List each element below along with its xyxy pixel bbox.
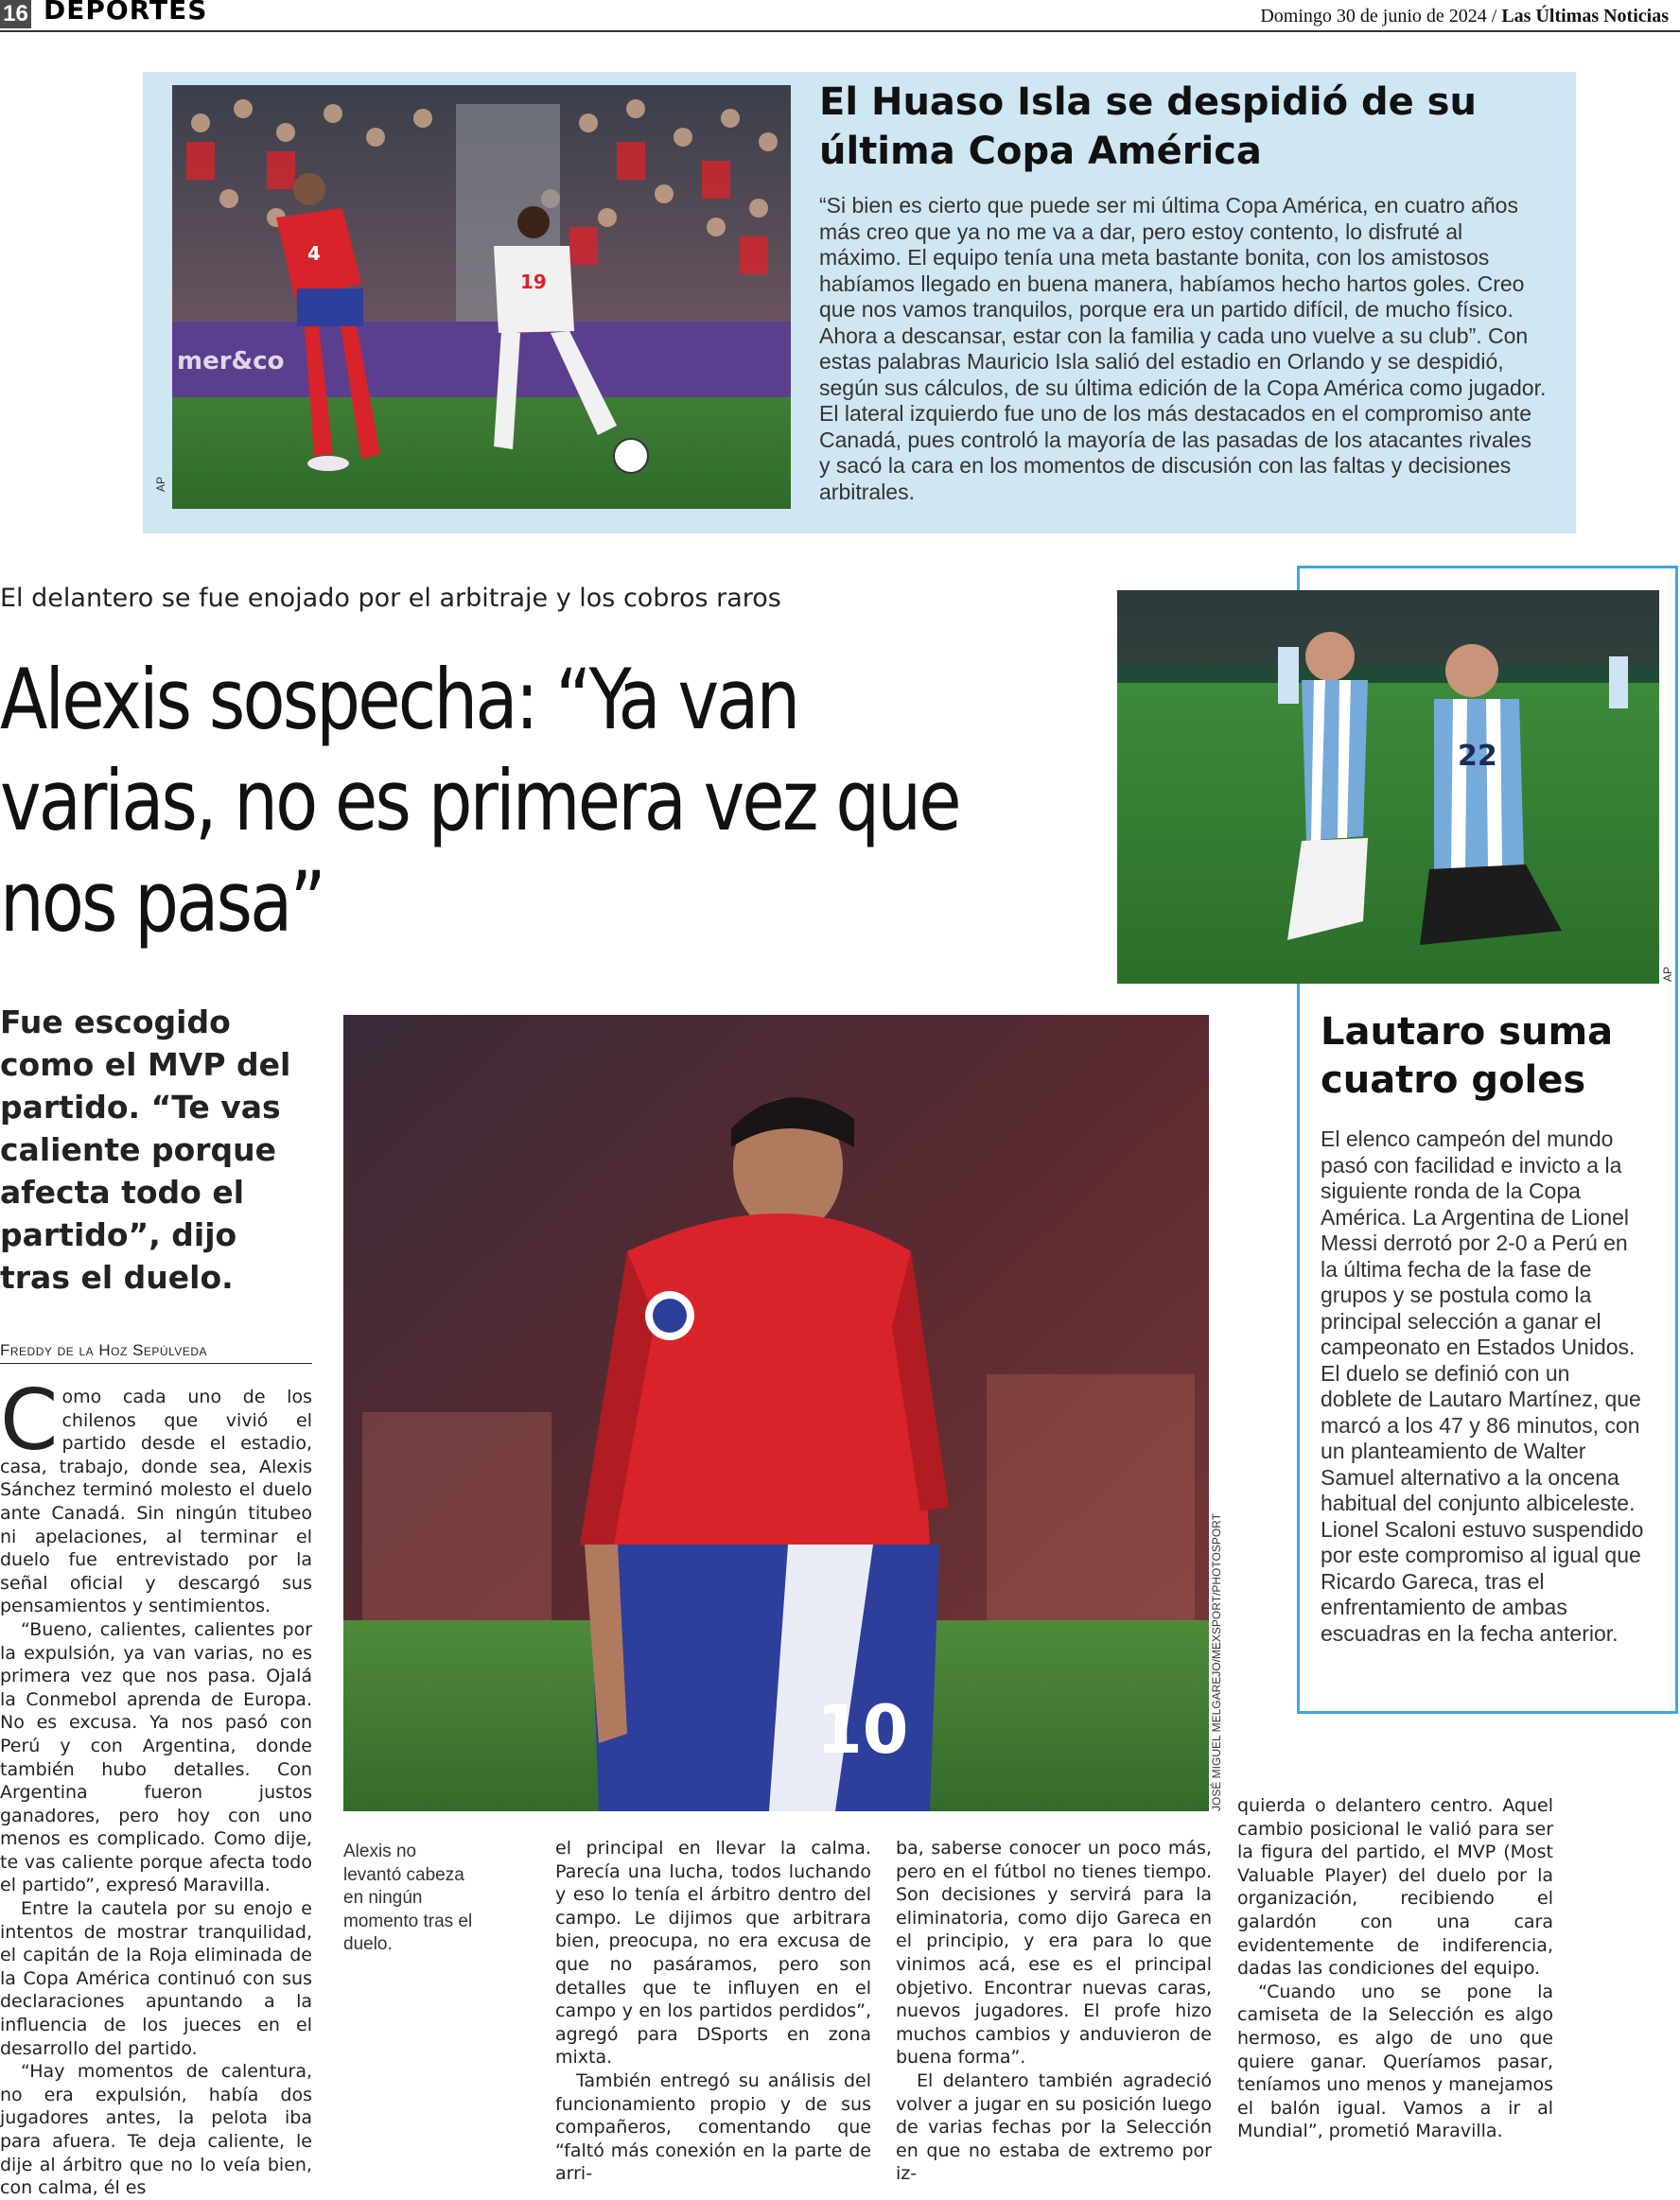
isla-body: “Si bien es cierto que puede ser mi última Copa América, en cuatro años más creo que ya no me va a dar, pero estoy contento, lo disfruté al máximo. El equipo tenía una meta bastante bonita, con los amistosos habíamos llegado en buena manera, habíamos hecho hartos goles. Creo que nos vamos tranquilos, porque era un partido difícil, de mucho físico. Ahora a descansar, estar con la familia y cada uno vuelve a su club”. Con estas palabras Mauricio Isla salió del estadio en Orlando y se despidió, según sus cálculos, de su última edición de la Copa América como jugador. El lateral izquierdo fue uno de los más destacados en el compromiso ante Canadá, pues controló la mayoría de las pasadas de los atacantes rivales y sacó la cara en los momentos de discusión con las faltas y decisiones arbitrales. xyxy=(819,193,1547,504)
header-rule xyxy=(0,30,1680,32)
dateline xyxy=(1260,6,1669,27)
article-paragraph: “Hay momentos de calentura, no era expulsión, había dos jugadores antes, la pelota iba para afuera. Te deja caliente, le dije al árbitro que no lo veía bien, con calma, él es xyxy=(0,2061,312,2199)
isla-photo xyxy=(172,85,791,509)
article-paragraph: “Cuando uno se pone la camiseta de la Selección es algo hermoso, es algo de uno que quiere ganar. Queríamos pasar, teníamos uno menos y manejamos el balón igual. Vamos a ir al Mundial”, prometió Maravilla. xyxy=(1237,1981,1553,2142)
section-name: DEPORTES xyxy=(44,0,208,26)
article-kicker: El delantero se fue enojado por el arbitraje y los cobros raros xyxy=(0,584,781,613)
alexis-jersey-number: 10 xyxy=(816,1691,909,1769)
isla-photo-jersey-chile: 4 xyxy=(307,242,321,265)
article-paragraph: El delantero también agradeció volver a jugar en su posición luego de varias fechas por la Selección en que no estaba de extremo por iz- xyxy=(896,2069,1212,2185)
article-byline: Freddy de la Hoz Sepúlveda xyxy=(0,1341,312,1364)
article-headline: Alexis sospecha: “Ya van varias, no es primera vez que nos pasa” xyxy=(0,651,959,951)
article-paragraph: quierda o delantero centro. Aquel cambio posicional le valió para ser la figura del partido, el MVP (Most Valuable Player) del duelo por la organización, recibiendo el galardón con una cara evidentemente de indiferencia, dadas las condiciones del equipo. xyxy=(1237,1795,1553,1980)
article-column-3 xyxy=(896,1837,1212,2186)
lautaro-title: Lautaro suma cuatro goles xyxy=(1321,1010,1614,1102)
isla-photo-jersey-canada: 19 xyxy=(520,271,547,293)
article-column-2 xyxy=(555,1837,871,2186)
lautaro-photo-credit: AP xyxy=(1661,966,1674,982)
isla-title: El Huaso Isla se despidió de su última Copa América xyxy=(819,80,1477,173)
alexis-photo xyxy=(343,1015,1209,1811)
article-paragraph: ba, saberse conocer un poco más, pero en el fútbol no tienes tiempo. Son decisiones y servirá para la eliminatoria, como dijo Gareca en el principio, y era para lo que vinimos acá, ese es el principal objetivo. Encontrar nuevas caras, nuevos jugadores. El profe hizo muchos cambios y anduvieron de buena forma”. xyxy=(896,1838,1212,2069)
article-column-1 xyxy=(0,1371,312,2200)
article-paragraph: Entre la cautela por su enojo e intentos de mostrar tranquilidad, el capitán de la Roja eliminada de la Copa América continuó con sus declaraciones apuntando a la influencia de los jueces en el desarrollo del partido. xyxy=(0,1898,312,2059)
issue-date: Domingo 30 de junio de 2024 / xyxy=(1260,6,1502,26)
article-column-4 xyxy=(1237,1794,1553,2143)
article-paragraph: el principal en llevar la calma. Parecía una lucha, todos luchando y eso lo tenía el árbitro dentro del campo. Le dijimos que arbitrara bien, preocupa, no era excusa de que no pasáramos, pero son detalles que te influyen en el campo y en los partidos perdidos”, agregó para DSports en zona mixta. xyxy=(555,1838,871,2069)
article-paragraph: Como cada uno de los chilenos que vivió el partido desde el estadio, casa, trabajo, donde sea, Alexis Sánchez terminó molesto el duelo ante Canadá. Sin ningún titubeo ni apelaciones, al terminar el duelo fue entrevistado por la señal oficial y descargó sus pensamientos y sentimientos. xyxy=(0,1371,312,1617)
alexis-photo-credit: JOSÉ MIGUEL MELGAREJO/MEXSPORT/PHOTOSPORT xyxy=(1210,1513,1223,1811)
isla-photo-credit: AP xyxy=(154,476,167,492)
article-paragraph: “Bueno, calientes, calientes por la expulsión, ya van varias, no es primera vez que nos pasa. Ojalá la Conmebol aprenda de Europa. No es excusa. Ya nos pasó con Perú y con Argentina, donde también hubo detalles. Con Argentina fueron justos ganadores, pero hoy con uno menos es complicado. Como dije, te vas caliente porque afecta todo el partido”, expresó Maravilla. xyxy=(0,1618,312,1896)
article-paragraph: También entregó su análisis del funcionamiento propio y de sus compañeros, comentando que “faltó más conexión en la parte de arri- xyxy=(555,2069,871,2185)
lautaro-photo xyxy=(1117,590,1659,984)
alexis-photo-caption: Alexis no levantó cabeza en ningún momento tras el duelo. xyxy=(343,1842,473,1955)
lautaro-jersey-number: 22 xyxy=(1458,740,1497,773)
newspaper-name: Las Últimas Noticias xyxy=(1501,6,1669,26)
drop-cap: C xyxy=(0,1371,59,1469)
lautaro-body: El elenco campeón del mundo pasó con facilidad e invicto a la siguiente ronda de la Copa América. La Argentina de Lionel Messi derrotó por 2-0 a Perú en la última fecha de la fase de grupos y se postula como la principal selección a ganar el campeonato en Estados Unidos. El duelo se definió con un doblete de Lautaro Martínez, que marcó a los 47 y 86 minutos, con un planteamiento de Walter Samuel alternativo a la oncena habitual del conjunto albiceleste. Lionel Scaloni estuvo suspendido por este compromiso al igual que Ricardo Gareca, tras el enfrentamiento de ambas escuadras en la fecha anterior. xyxy=(1321,1126,1644,1646)
article-deck: Fue escogido como el MVP del partido. “Te vas caliente porque afecta todo el partido”, dijo tras el duelo. xyxy=(0,1004,291,1296)
page-number: 16 xyxy=(0,0,31,28)
isla-photo-board-text: mer&co xyxy=(177,347,285,375)
